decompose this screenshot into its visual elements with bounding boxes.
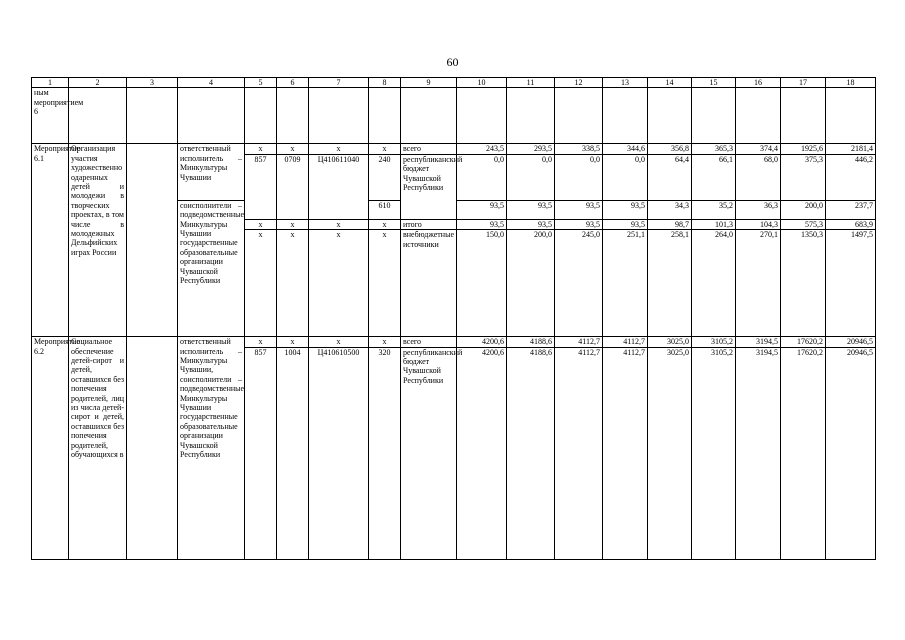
source-cell: внебюджетные источники (401, 230, 457, 337)
column-header: 11 (507, 78, 555, 88)
column-header: 15 (692, 78, 736, 88)
value-cell: 93,5 (507, 200, 555, 219)
value-cell: 0,0 (555, 154, 603, 200)
source-cell: всего (401, 337, 457, 347)
value-cell: 20946,5 (826, 347, 876, 559)
value-cell: 3194,5 (736, 347, 781, 559)
cell: x (245, 337, 277, 347)
value-cell: 4112,7 (603, 347, 648, 559)
value-cell: 20946,5 (826, 337, 876, 347)
budget-table (31, 77, 876, 560)
table-row (32, 144, 876, 154)
table-row (32, 337, 876, 347)
value-cell: 4112,7 (555, 337, 603, 347)
value-cell: 0,0 (603, 154, 648, 200)
column-header: 5 (245, 78, 277, 88)
column-header: 16 (736, 78, 781, 88)
column-header: 10 (457, 78, 507, 88)
value-cell: 64,4 (648, 154, 692, 200)
value-cell: 258,1 (648, 230, 692, 337)
value-cell: 245,0 (555, 230, 603, 337)
cell: 857 (245, 154, 277, 219)
value-cell: 35,2 (692, 200, 736, 219)
value-cell: 356,8 (648, 144, 692, 154)
value-cell: 2181,4 (826, 144, 876, 154)
m62-label: Мероприятие 6.2 (32, 337, 69, 559)
value-cell: 0,0 (507, 154, 555, 200)
value-cell: 93,5 (555, 219, 603, 229)
value-cell: 3025,0 (648, 347, 692, 559)
value-cell: 4188,6 (507, 347, 555, 559)
source-cell: всего (401, 144, 457, 154)
value-cell: 446,2 (826, 154, 876, 200)
cell: x (369, 337, 401, 347)
value-cell: 1925,6 (781, 144, 826, 154)
page-number: 60 (446, 55, 459, 69)
cell: 320 (369, 347, 401, 559)
value-cell: 3194,5 (736, 337, 781, 347)
cell: x (277, 230, 309, 337)
value-cell: 4112,7 (603, 337, 648, 347)
value-cell: 344,6 (603, 144, 648, 154)
column-header: 17 (781, 78, 826, 88)
m61-name: Организация участия художественно одаренных детей и молодежи в творческих проектах, в том числе в молодежных Дельфийских играх России (69, 144, 127, 337)
cell: Ц410610500 (309, 347, 369, 559)
cell: 240 (369, 154, 401, 200)
value-cell: 17620,2 (781, 337, 826, 347)
value-cell: 150,0 (457, 230, 507, 337)
value-cell: 93,5 (555, 200, 603, 219)
cell: x (309, 337, 369, 347)
value-cell: 3105,2 (692, 337, 736, 347)
m62-executor: ответственный исполнитель – Минкультуры Чувашии, соисполнители – подведомственные Минкультуры Чувашии государственные образовательные организации Чувашской Республики (178, 337, 245, 559)
cell: Ц410611040 (309, 154, 369, 219)
value-cell: 365,3 (692, 144, 736, 154)
cell: x (245, 219, 277, 229)
value-cell: 4188,6 (507, 337, 555, 347)
cell: 1004 (277, 347, 309, 559)
value-cell: 4200,6 (457, 347, 507, 559)
value-cell: 575,3 (781, 219, 826, 229)
value-cell: 270,1 (736, 230, 781, 337)
value-cell: 93,5 (457, 219, 507, 229)
value-cell: 101,3 (692, 219, 736, 229)
value-cell: 683,9 (826, 219, 876, 229)
value-cell: 4112,7 (555, 347, 603, 559)
cell: 610 (369, 200, 401, 219)
cell: x (369, 219, 401, 229)
value-cell: 200,0 (781, 200, 826, 219)
value-cell: 375,3 (781, 154, 826, 200)
intro-row (32, 88, 876, 144)
column-header: 2 (69, 78, 127, 88)
value-cell: 66,1 (692, 154, 736, 200)
column-header: 6 (277, 78, 309, 88)
value-cell: 104,3 (736, 219, 781, 229)
cell: x (277, 219, 309, 229)
source-cell: республиканский бюджет Чувашской Республики (401, 347, 457, 559)
value-cell: 34,3 (648, 200, 692, 219)
value-cell: 374,4 (736, 144, 781, 154)
cell: x (309, 230, 369, 337)
cell: x (245, 144, 277, 154)
cell: x (369, 144, 401, 154)
m62-name: Социальное обеспечение детей-сирот и детей, оставшихся без попечения родителей, лиц из числа детей-сирот и детей, оставшихся без попечения родителей, обучающихся в (69, 337, 127, 559)
column-header: 8 (369, 78, 401, 88)
value-cell: 1350,3 (781, 230, 826, 337)
column-header: 18 (826, 78, 876, 88)
value-cell: 251,1 (603, 230, 648, 337)
column-header: 12 (555, 78, 603, 88)
value-cell: 93,5 (603, 219, 648, 229)
value-cell: 293,5 (507, 144, 555, 154)
value-cell: 36,3 (736, 200, 781, 219)
value-cell: 17620,2 (781, 347, 826, 559)
column-header: 4 (178, 78, 245, 88)
value-cell: 1497,5 (826, 230, 876, 337)
column-header: 13 (603, 78, 648, 88)
value-cell: 98,7 (648, 219, 692, 229)
value-cell: 243,5 (457, 144, 507, 154)
value-cell: 338,5 (555, 144, 603, 154)
cell: 0709 (277, 154, 309, 219)
source-cell: республиканский бюджет Чувашской Республики (401, 154, 457, 219)
cell: x (277, 337, 309, 347)
value-cell: 200,0 (507, 230, 555, 337)
value-cell: 93,5 (603, 200, 648, 219)
value-cell: 93,5 (507, 219, 555, 229)
intro-cell: ным мероприятием 6 (32, 88, 69, 144)
cell: x (309, 144, 369, 154)
column-header: 9 (401, 78, 457, 88)
cell: x (369, 230, 401, 337)
source-cell: итого (401, 219, 457, 229)
column-header: 7 (309, 78, 369, 88)
cell: x (245, 230, 277, 337)
column-header: 1 (32, 78, 69, 88)
value-cell: 237,7 (826, 200, 876, 219)
m61-executor-a: ответственный исполнитель – Минкультуры Чувашии (178, 144, 245, 200)
value-cell: 3025,0 (648, 337, 692, 347)
m61-label: Мероприятие 6.1 (32, 144, 69, 337)
cell: x (309, 219, 369, 229)
cell: 857 (245, 347, 277, 559)
value-cell: 0,0 (457, 154, 507, 200)
value-cell: 264,0 (692, 230, 736, 337)
m61-executor-b: соисполнители – подведомственные Минкультуры Чувашии государственные образовательные организации Чувашской Республики (178, 200, 245, 336)
value-cell: 68,0 (736, 154, 781, 200)
column-header: 3 (127, 78, 178, 88)
value-cell: 3105,2 (692, 347, 736, 559)
column-header: 14 (648, 78, 692, 88)
header-row (32, 78, 876, 88)
value-cell: 4200,6 (457, 337, 507, 347)
cell: x (277, 144, 309, 154)
value-cell: 93,5 (457, 200, 507, 219)
